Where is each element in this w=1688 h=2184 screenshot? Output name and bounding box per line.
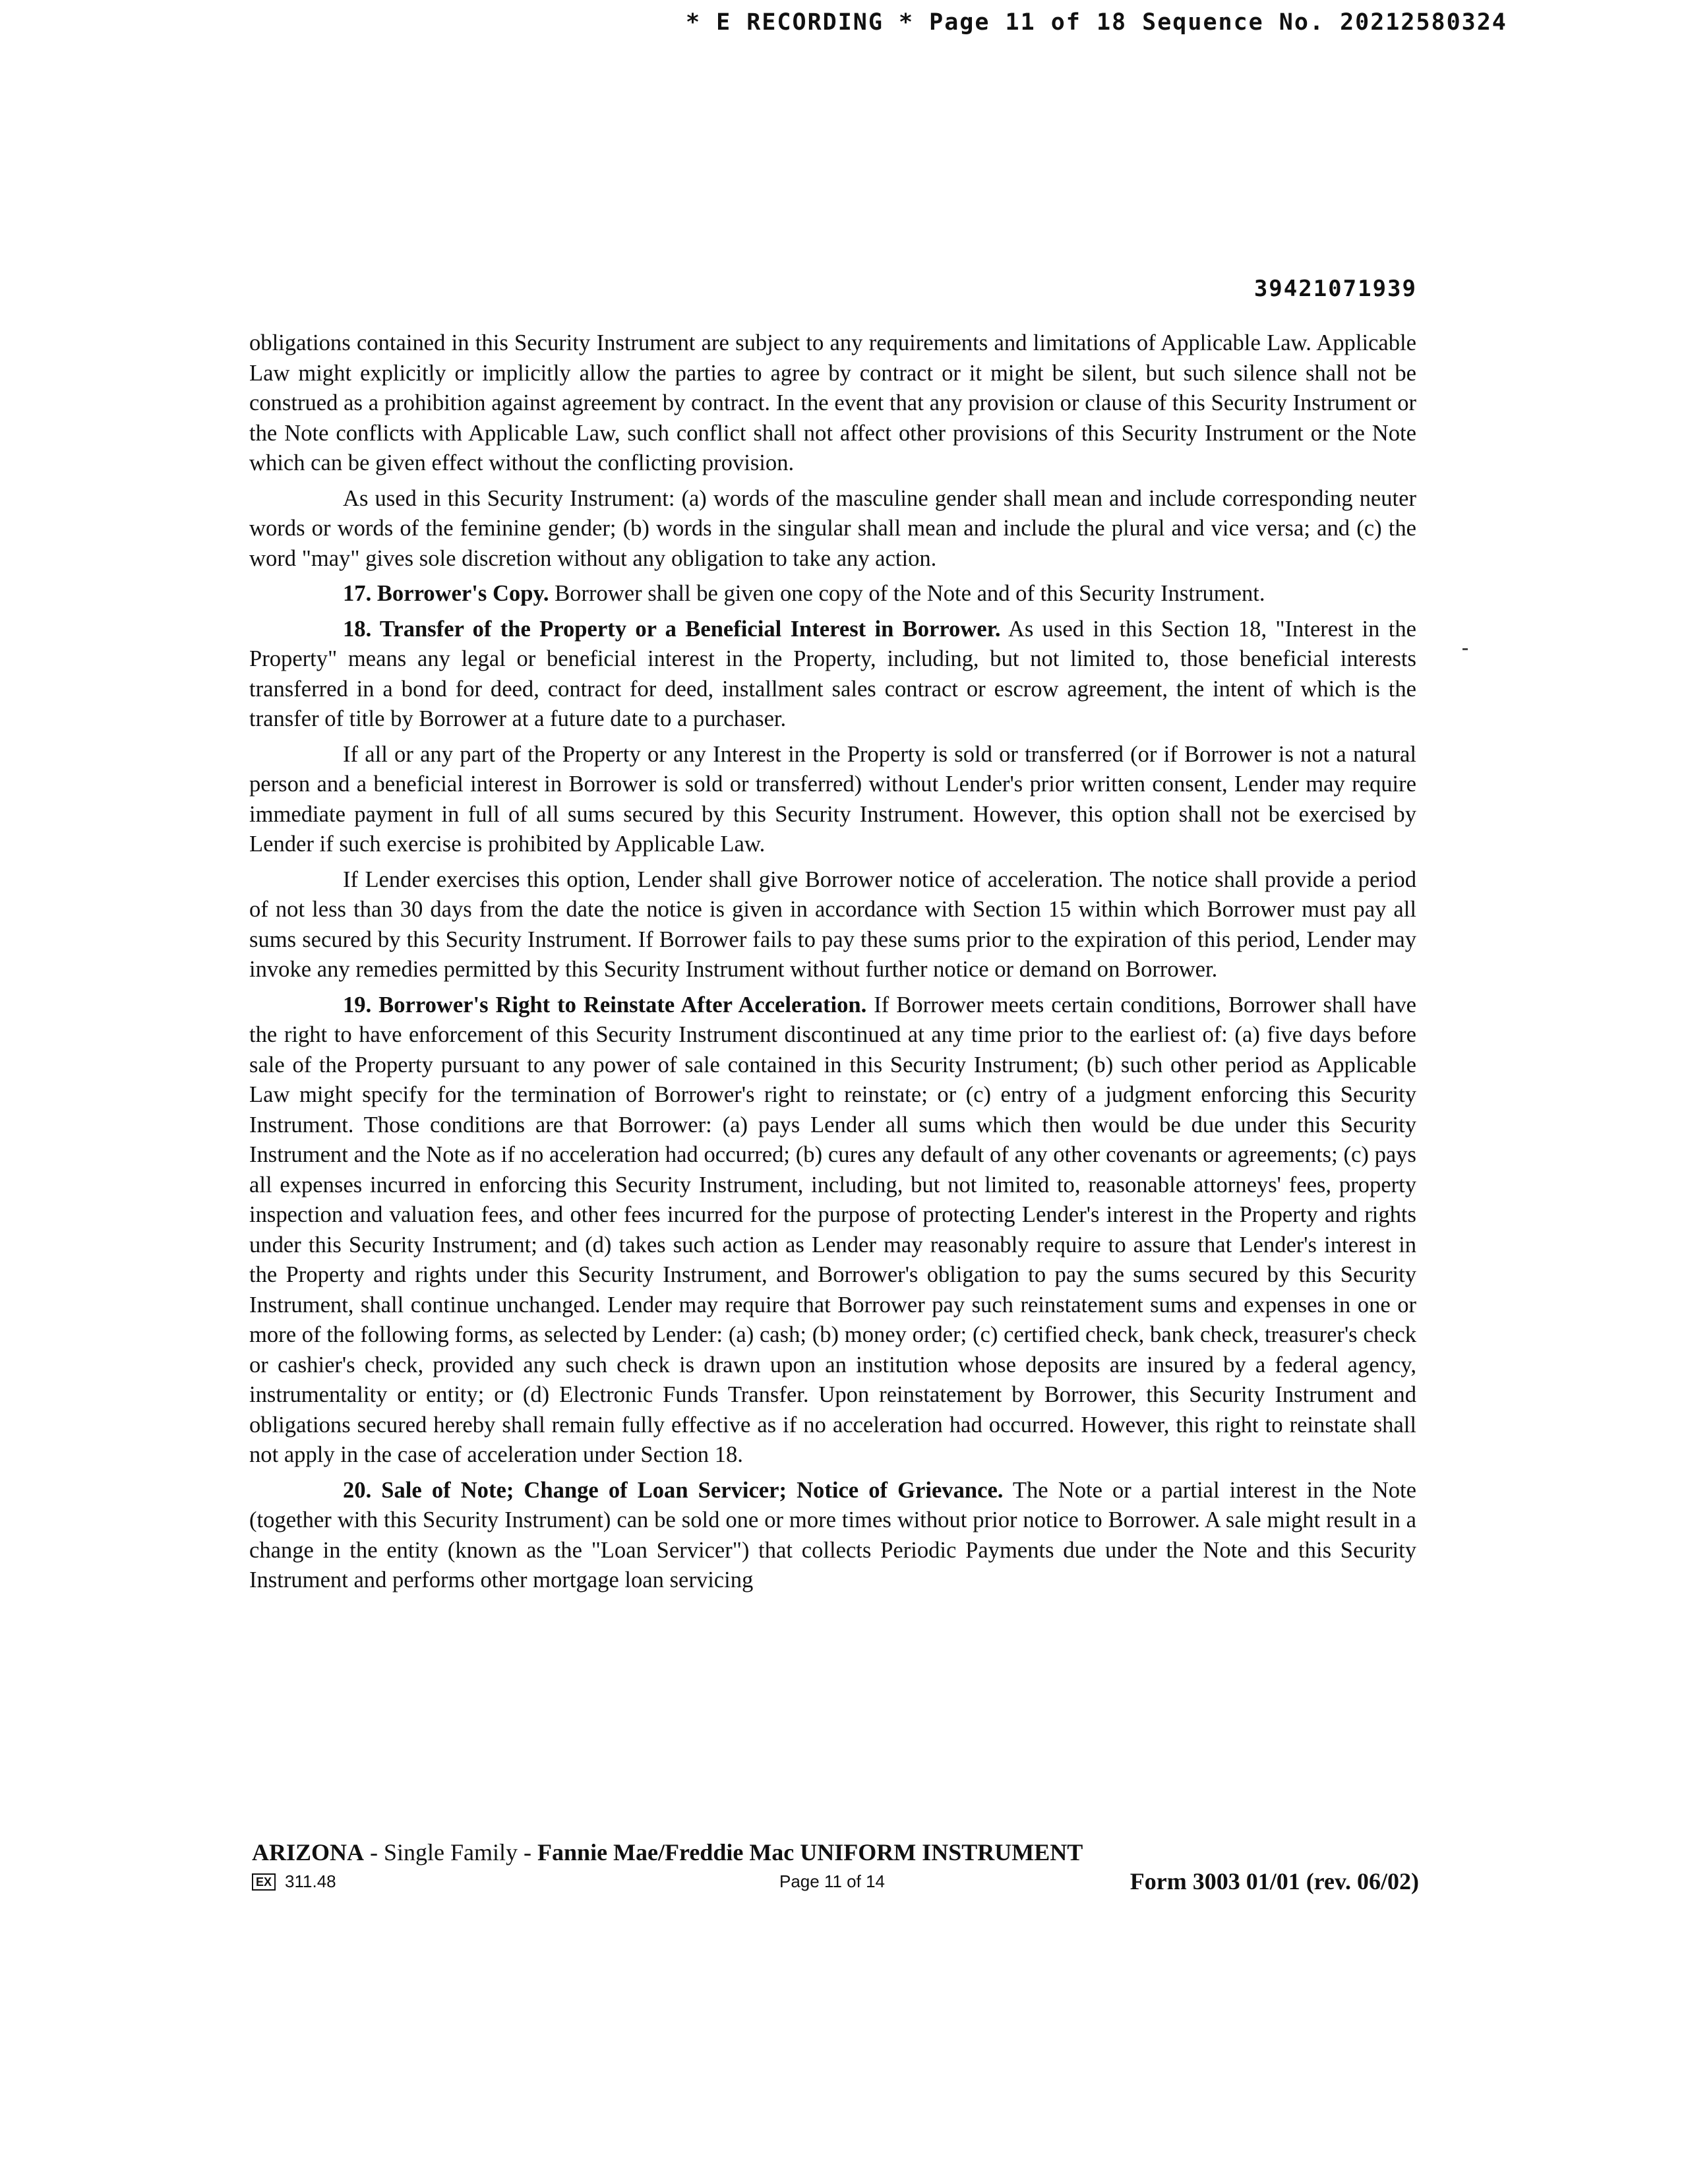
paragraph-definitions: As used in this Security Instrument: (a) words of the masculine gender shall mean and include corresponding neuter words or words of the feminine gender; (b) words in the singular shall mean and include the plural and vice versa; and (c) the word "may" gives sole discretion without any obligation to take any action.: [249, 485, 1416, 571]
section-20-text: The Note or a partial interest in the Note (together with this Security Instrument) can be sold one or more times without prior notice to Borrower. A sale might result in a change in the entity (known as the "Loan Servicer") that collects Periodic Payments due under the Note and this Security Instrument and performs other mortgage loan servicing: [249, 1477, 1416, 1592]
recording-header: * E RECORDING * Page 11 of 18 Sequence No. 20212580324: [686, 9, 1507, 36]
footer-row: [252, 1867, 1419, 1896]
footer-instrument: Fannie Mae/Freddie Mac UNIFORM INSTRUMENT: [537, 1839, 1083, 1866]
paragraph-18-acceleration: If Lender exercises this option, Lender shall give Borrower notice of acceleration. The notice shall provide a period of not less than 30 days from the date the notice is given in accordance with Section 15 within which Borrower must pay all sums secured by this Security Instrument. If Borrower fails to pay these sums prior to the expiration of this period, Lender may invoke any remedies permitted by this Security Instrument without further notice or demand on Borrower.: [249, 866, 1416, 982]
footer-code-number: 311.48: [285, 1871, 336, 1891]
section-19-heading: 19. Borrower's Right to Reinstate After Acceleration.: [343, 992, 867, 1017]
footer-page-number: Page 11 of 14: [779, 1871, 885, 1891]
section-17-text: Borrower shall be given one copy of the Note and of this Security Instrument.: [549, 581, 1265, 606]
section-20-heading: 20. Sale of Note; Change of Loan Servicer; Notice of Grievance.: [343, 1477, 1004, 1503]
section-18: [249, 615, 1416, 735]
section-19-text: If Borrower meets certain conditions, Borrower shall have the right to have enforcement of this Security Instrument discontinued at any time prior to the earliest of: (a) five days before sale of the Property pursuant to any power of sale contained in this Security Instrument; (b) such other period as Applicable Law might specify for the termination of Borrower's right to reinstate; or (c) entry of a judgment enforcing this Security Instrument. Those conditions are that Borrower: (a) pays Lender all sums which then would be due under this Security Instrument and the Note as if no acceleration had occurred; (b) cures any default of any other covenants or agreements; (c) pays all expenses incurred in enforcing this Security Instrument, including, but not limited to, reasonable attorneys' fees, property inspection and valuation fees, and other fees incurred for the purpose of protecting Lender's interest in the Property and rights under this Security Instrument; and (d) takes such action as Lender may reasonably require to assure that Lender's interest in the Property and rights under this Security Instrument, and Borrower's obligation to pay the sums secured by this Security Instrument, shall continue unchanged. Lender may require that Borrower pay such reinstatement sums and expenses in one or more of the following forms, as selected by Lender: (a) cash; (b) money order; (c) certified check, bank check, treasurer's check or cashier's check, provided any such check is drawn upon an institution whose deposits are insured by a federal agency, instrumentality or entity; or (d) Electronic Funds Transfer. Upon reinstatement by Borrower, this Security Instrument and obligations secured hereby shall remain fully effective as if no acceleration had occurred. However, this right to reinstate shall not apply in the case of acceleration under Section 18.: [249, 992, 1416, 1467]
footer-state: ARIZONA: [252, 1839, 365, 1866]
section-18-heading: 18. Transfer of the Property or a Beneficial Interest in Borrower.: [343, 616, 1001, 642]
section-17-heading: 17. Borrower's Copy.: [343, 581, 549, 606]
footer-form-number: Form 3003 01/01 (rev. 06/02): [1130, 1868, 1419, 1895]
footer-family: Single Family: [384, 1839, 518, 1866]
section-19: [249, 990, 1416, 1471]
page-footer: [252, 1838, 1419, 1896]
footer-separator: -: [518, 1839, 538, 1866]
margin-mark: [1462, 648, 1468, 650]
footer-title: [252, 1838, 1419, 1866]
section-17: [249, 579, 1416, 609]
section-18-text: As used in this Section 18, "Interest in the Property" means any legal or beneficial interest in the Property, including, but not limited to, those beneficial interests transferred in a bond for deed, contract for deed, installment sales contract or escrow agreement, the intent of which is the transfer of title by Borrower at a future date to a purchaser.: [249, 616, 1417, 731]
ellie-mae-logo-icon: EX: [252, 1873, 276, 1891]
section-20: [249, 1476, 1416, 1596]
paragraph-18-transfer: If all or any part of the Property or any Interest in the Property is sold or transferred (or if Borrower is not a natural person and a beneficial interest in Borrower is sold or transferred) without Lender's prior written consent, Lender may require immediate payment in full of all sums secured by this Security Instrument. However, this option shall not be exercised by Lender if such exercise is prohibited by Applicable Law.: [249, 741, 1416, 857]
footer-separator: -: [364, 1839, 384, 1866]
document-number: 39421071939: [1253, 276, 1417, 302]
document-body: [249, 328, 1416, 1601]
paragraph-applicable-law: obligations contained in this Security Instrument are subject to any requirements and limitations of Applicable Law. Applicable Law might explicitly or implicitly allow the parties to agree by contract or it might be silent, but such silence shall not be construed as a prohibition against agreement by contract. In the event that any provision or clause of this Security Instrument or the Note conflicts with Applicable Law, such conflict shall not affect other provisions of this Security Instrument or the Note which can be given effect without the conflicting provision.: [249, 330, 1416, 475]
footer-form-code: [252, 1871, 336, 1892]
